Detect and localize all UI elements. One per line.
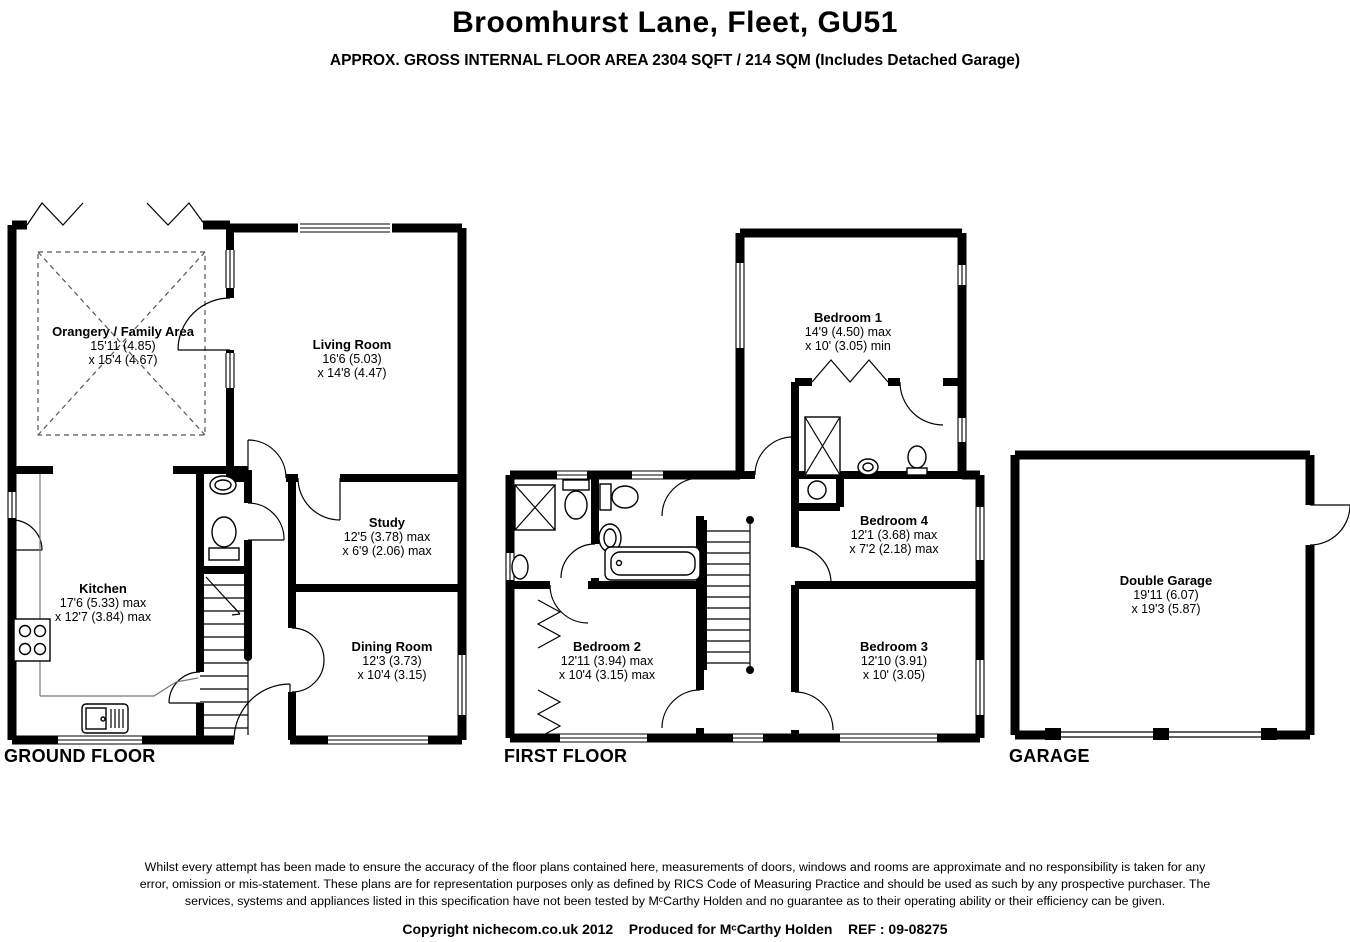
bedroom2-wardrobe-zigzag [538,600,560,738]
disclaimer-line-1: Whilst every attempt has been made to ensure the accuracy of the floor plans contained here, measurements of doors, windows and rooms are approximate and no responsibility is taken for any [144,860,1206,874]
page-subtitle: APPROX. GROSS INTERNAL FLOOR AREA 2304 SQFT / 214 SQM (Includes Detached Garage) [329,52,1021,69]
first-floor-stairs [703,516,754,674]
orangery-bay-zigzag [27,203,205,225]
disclaimer-line-3: services, systems and appliances listed in this specification have not been tested by MᶜCarthy Holden and no guarantee as to their operating ability or their efficiency can be given. [184,894,1166,908]
ensuite-shower-symbol [805,417,840,475]
room-label-dining: Dining Room 12'3 (3.73) x 10'4 (3.15) [351,639,433,682]
hob-symbol [14,619,50,661]
bath-symbol [605,547,700,580]
room-label-bedroom4: Bedroom 4 12'1 (3.68) max x 7'2 (2.18) max [849,513,939,556]
basin-symbol [512,555,528,579]
wc-basin-symbol [210,476,236,494]
room-label-double-garage: Double Garage 19'11 (6.07) x 19'3 (5.87) [1119,573,1213,616]
room-label-bedroom1: Bedroom 1 14'9 (4.50) max x 10' (3.05) min [804,310,892,353]
ensuite-toilet-symbol [907,446,927,475]
bedroom1-wardrobe-zigzag [812,360,888,382]
room-label-study: Study 12'5 (3.78) max x 6'9 (2.06) max [342,515,432,558]
first-floor-label: FIRST FLOOR [504,746,628,766]
room-label-kitchen: Kitchen 17'6 (5.33) max x 12'7 (3.84) max [54,581,152,624]
room-label-orangery: Orangery / Family Area 15'11 (4.85) x 15'4 (4.67) [52,324,194,367]
bathroom-toilet-symbol [600,484,638,510]
room-label-bedroom2: Bedroom 2 12'11 (3.94) max x 10'4 (3.15) max [558,639,656,682]
page-title: Broomhurst Lane, Fleet, GU51 [452,6,898,39]
disclaimer-text [0,859,1350,910]
wc2-toilet-symbol [808,481,826,499]
garage-label: GARAGE [1009,746,1090,766]
disclaimer-line-2: error, omission or mis-statement. These plans are for representation purposes only as defined by RICS Code of Measuring Practice and should be used as such by any prospective purchaser. The [139,877,1211,891]
shower-symbol [515,485,555,530]
garage-door [1310,505,1350,545]
room-label-living: Living Room 16'6 (5.03) x 14'8 (4.47) [312,337,392,380]
ensuite-basin-symbol [858,459,878,475]
ground-floor-label: GROUND FLOOR [4,746,156,766]
wc-toilet-symbol [209,517,239,560]
sink-symbol [82,704,128,733]
room-label-bedroom3: Bedroom 3 12'10 (3.91) x 10' (3.05) [860,639,928,682]
copyright-line: Copyright nichecom.co.uk 2012 Produced for MᶜCarthy Holden REF : 09-08275 [402,921,948,937]
toilet-symbol [563,480,589,519]
